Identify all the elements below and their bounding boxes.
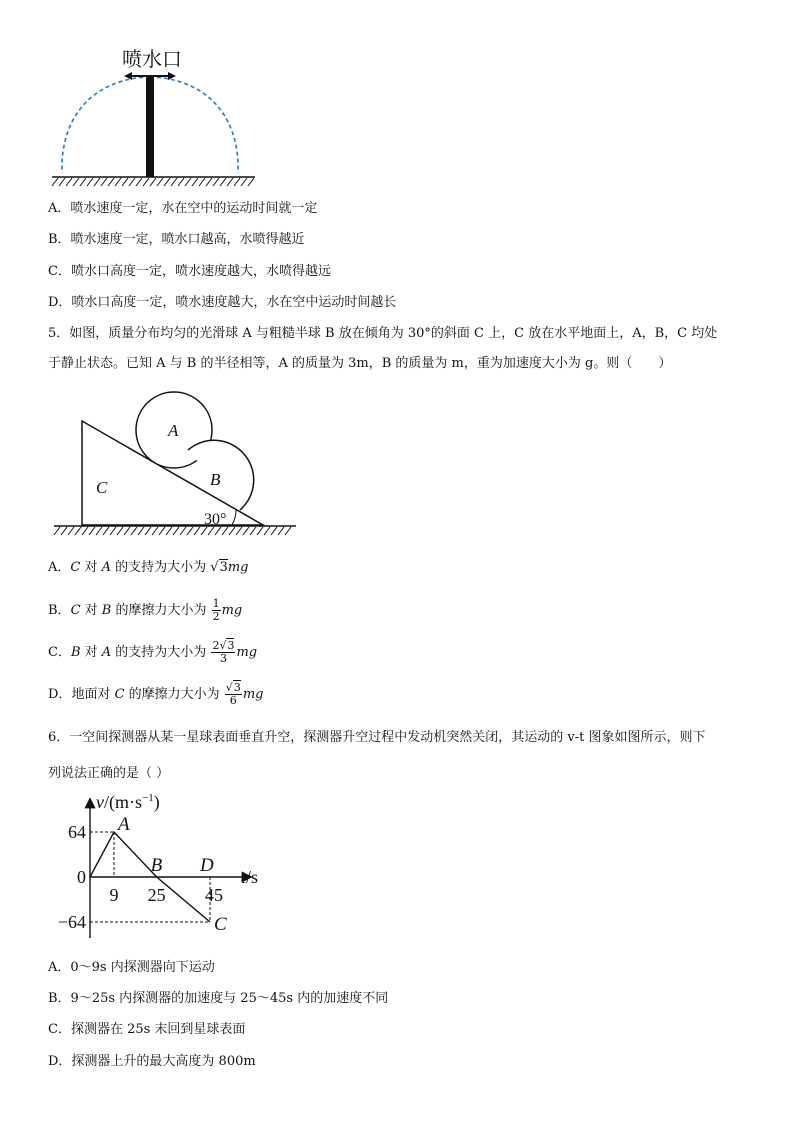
hatch-mark (257, 527, 263, 535)
hatch-mark (143, 178, 149, 186)
hatch-mark (234, 178, 240, 186)
q6-stem (48, 720, 758, 792)
hatch-mark (187, 527, 193, 535)
hatch-mark (66, 178, 72, 186)
hatch-mark (124, 527, 130, 535)
ground-hatch (52, 178, 254, 186)
hatch-mark (285, 527, 291, 535)
hatch-mark (94, 178, 100, 186)
point-label-b: B (150, 855, 163, 876)
label-c: C (96, 478, 108, 497)
q6-option-a: A．0～9s 内探测器向下运动 (48, 960, 215, 975)
angle-label: 30° (204, 511, 227, 528)
hatch-mark (136, 178, 142, 186)
hatch-mark (61, 527, 67, 535)
hatch-mark (82, 527, 88, 535)
q6-stem-line1: 6．一空间探测器从某一星球表面垂直升空，探测器升空过程中发动机突然关闭，其运动的 v-t 图象如图所示，则下 (48, 730, 706, 745)
hatch-mark (157, 178, 163, 186)
hatch-mark (117, 527, 123, 535)
pipe (146, 77, 154, 177)
hatch-mark (159, 527, 165, 535)
hatch-mark (73, 178, 79, 186)
hatch-mark (199, 178, 205, 186)
y-axis-label: $v/(m\cdot s^{-1})$ (96, 792, 160, 812)
hatch-mark (138, 527, 144, 535)
hatch-mark (59, 178, 65, 186)
hatch-mark (206, 178, 212, 186)
hatch-mark (171, 178, 177, 186)
hatch-mark (108, 178, 114, 186)
hatch-mark (222, 527, 228, 535)
hatch-mark (68, 527, 74, 535)
hatch-mark (89, 527, 95, 535)
x-axis-label: t/s (241, 867, 259, 887)
hatch-mark (229, 527, 235, 535)
x-tick-label: 9 (109, 885, 119, 905)
hatch-mark (248, 178, 254, 186)
hatch-mark (208, 527, 214, 535)
hatch-mark (220, 178, 226, 186)
label-a: A (168, 421, 179, 440)
hatch-mark (164, 178, 170, 186)
hatch-mark (52, 178, 58, 186)
water-arc-right (150, 77, 238, 173)
hatch-mark (180, 527, 186, 535)
x-tick-label: 45 (205, 885, 223, 905)
q4-option-c: C．喷水口高度一定，喷水速度越大，水喷得越远 (48, 264, 331, 279)
hatch-mark (122, 178, 128, 186)
hatch-mark (271, 527, 277, 535)
hatch-mark (227, 178, 233, 186)
hatch-mark (213, 178, 219, 186)
y-tick-label: 0 (77, 867, 86, 887)
q4-option-d: D．喷水口高度一定，喷水速度越大，水在空中运动时间越长 (48, 295, 397, 310)
q5-stem-line2: 于静止状态。已知 A 与 B 的半径相等，A 的质量为 3m，B 的质量为 m，重为加速度大小为 g。则（ ） (48, 356, 672, 371)
hatch-mark (75, 527, 81, 535)
labels (58, 814, 227, 935)
y-tick-label: −64 (57, 912, 86, 932)
angle-arc (232, 509, 236, 525)
water-arc-left (62, 77, 150, 173)
point-label-c: C (214, 914, 227, 935)
q5-stem (48, 319, 758, 379)
hatch-mark (115, 178, 121, 186)
hatch-mark (236, 527, 242, 535)
fountain-figure (50, 40, 260, 190)
hatch-mark (87, 178, 93, 186)
hatch-mark (103, 527, 109, 535)
point-label-d: D (200, 855, 214, 876)
q6-stem-line2: 列说法正确的是（ ） (48, 766, 170, 781)
ground-hatch-2 (54, 527, 291, 535)
hatch-mark (110, 527, 116, 535)
hatch-mark (201, 527, 207, 535)
vt-chart (50, 788, 290, 953)
incline-figure (50, 388, 300, 540)
q6-option-d: D．探测器上升的最大高度为 800m (48, 1054, 256, 1069)
hatch-mark (243, 527, 249, 535)
x-tick-label: 25 (147, 885, 166, 905)
hatch-mark (131, 527, 137, 535)
hatch-mark (166, 527, 172, 535)
hatch-mark (145, 527, 151, 535)
hatch-mark (192, 178, 198, 186)
point-label-a: A (118, 814, 130, 835)
hatch-mark (241, 178, 247, 186)
q4-option-a: A．喷水速度一定，水在空中的运动时间就一定 (48, 201, 318, 216)
half-ball-b (188, 440, 254, 510)
hatch-mark (96, 527, 102, 535)
y-tick-label: 64 (68, 822, 86, 842)
q5-stem-line1: 5．如图，质量分布均匀的光滑球 A 与粗糙半球 B 放在倾角为 30°的斜面 C 上，C 放在水平地面上，A，B，C 均处 (48, 326, 718, 341)
label-b: B (210, 470, 221, 489)
q4-option-b: B．喷水速度一定，喷水口越高，水喷得越近 (48, 232, 305, 247)
q6-option-b: B．9～25s 内探测器的加速度与 25～45s 内的加速度不同 (48, 991, 389, 1006)
hatch-mark (264, 527, 270, 535)
hatch-mark (278, 527, 284, 535)
q6-option-c: C．探测器在 25s 末回到星球表面 (48, 1022, 246, 1037)
hatch-mark (150, 178, 156, 186)
q5-option-a: A．C 对 A 的支持为大小为 √3mg (48, 560, 249, 575)
q5-option-c: C．B 对 A 的支持为大小为 $\frac{2√3}{3}$ mg (48, 639, 258, 665)
q5-option-d: D．地面对 C 的摩擦力大小为 $\frac{√3}{6}$ mg (48, 681, 264, 707)
q5-option-b: B．C 对 B 的摩擦力大小为 $\frac{1}{2}$ mg (48, 597, 243, 623)
hatch-mark (250, 527, 256, 535)
hatch-mark (194, 527, 200, 535)
hatch-mark (152, 527, 158, 535)
hatch-mark (178, 178, 184, 186)
hatch-mark (173, 527, 179, 535)
hatch-mark (101, 178, 107, 186)
hatch-mark (215, 527, 221, 535)
nozzle-label: 喷水口 (122, 49, 182, 71)
hatch-mark (54, 527, 60, 535)
hatch-mark (185, 178, 191, 186)
hatch-mark (80, 178, 86, 186)
hatch-mark (129, 178, 135, 186)
